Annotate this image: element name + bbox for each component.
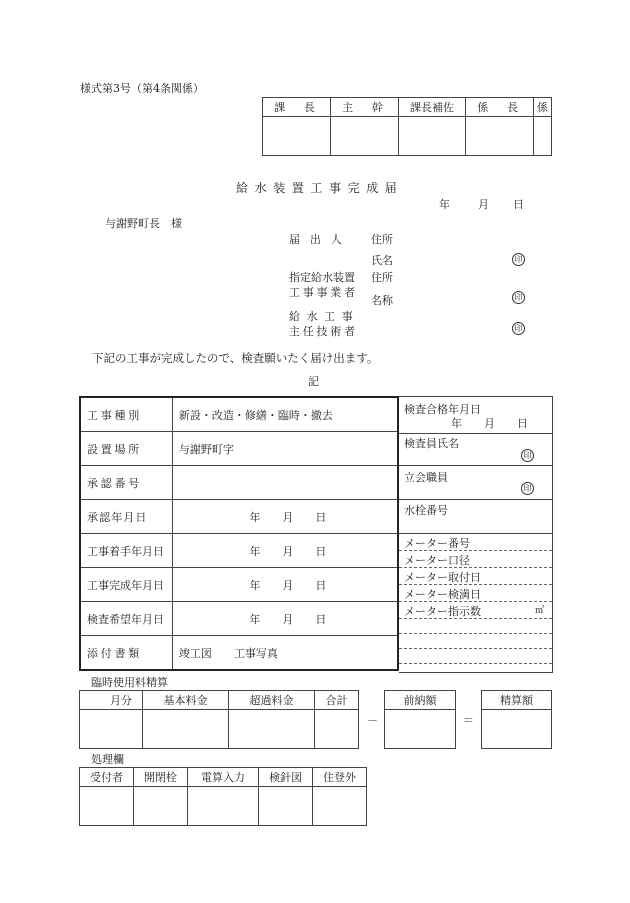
- usage-header: 月分: [80, 691, 143, 710]
- approval-table: [262, 97, 552, 156]
- seal-icon: 印: [512, 291, 525, 304]
- approval-header: 係: [534, 98, 552, 117]
- inspection-request-date-value[interactable]: 年 月 日: [172, 602, 398, 636]
- prepaid-table: [384, 690, 456, 749]
- statement: 下記の工事が完成したので、検査願いたく届け出ます。: [92, 351, 379, 365]
- settlement-header: 精算額: [482, 691, 552, 710]
- blank-row[interactable]: [399, 649, 552, 664]
- work-type-value[interactable]: 新設・改造・修繕・臨時・撤去: [172, 397, 398, 432]
- blank-row[interactable]: [399, 619, 552, 634]
- temp-usage-title: 臨時使用料精算: [91, 676, 168, 689]
- equals-sign: ＝: [463, 714, 474, 727]
- seal-icon: 印: [512, 322, 525, 335]
- row-label: 工事種別: [80, 397, 172, 432]
- approval-stamp-box[interactable]: [398, 117, 465, 156]
- form-number: 様式第3号（第4条関係）: [80, 82, 204, 95]
- contractor-address-label: 住所: [371, 271, 393, 284]
- seal-icon: 印: [512, 253, 525, 266]
- row-label: 承認年月日: [80, 500, 172, 534]
- pass-date-cell[interactable]: [399, 397, 552, 434]
- date-year: 年: [439, 198, 450, 211]
- approval-number-value[interactable]: [172, 466, 398, 500]
- usage-input[interactable]: [315, 710, 359, 749]
- work-details-table: [79, 396, 399, 671]
- pass-date-label: 検査合格年月日: [404, 403, 481, 416]
- meter-reading-label: メーター指示数: [404, 605, 481, 618]
- engineer-label: 給水工事: [289, 310, 360, 323]
- row-label: 設置場所: [80, 432, 172, 466]
- row-label: 検査希望年月日: [80, 602, 172, 636]
- processing-header: 開閉栓: [133, 768, 187, 787]
- seal-icon: 印: [521, 449, 534, 462]
- hydrant-cell[interactable]: [399, 500, 552, 534]
- usage-header: 基本料金: [143, 691, 229, 710]
- processing-header: 受付者: [80, 768, 134, 787]
- approval-stamp-box[interactable]: [534, 117, 552, 156]
- inspection-column: [399, 396, 553, 673]
- approval-stamp-box[interactable]: [263, 117, 331, 156]
- processing-header: 電算入力: [187, 768, 258, 787]
- seal-icon: 印: [521, 482, 534, 495]
- approval-header: 課 長: [263, 98, 331, 117]
- date-day: 日: [513, 198, 524, 211]
- meter-expiry-label: メーター検満日: [404, 588, 481, 601]
- contractor-name-label: 名称: [371, 294, 393, 307]
- approval-date-value[interactable]: 年 月 日: [172, 500, 398, 534]
- row-label: 承認番号: [80, 466, 172, 500]
- processing-header: 検針図: [259, 768, 313, 787]
- record-label: 記: [308, 375, 319, 388]
- unit-label: ㎥: [535, 606, 545, 616]
- processing-header: 住登外: [313, 768, 367, 787]
- location-value[interactable]: 与謝野町字: [172, 432, 398, 466]
- usage-input[interactable]: [229, 710, 315, 749]
- prepaid-header: 前納額: [385, 691, 456, 710]
- witness-label: 立会職員: [404, 471, 448, 484]
- minus-sign: －: [367, 714, 378, 727]
- table-row: [80, 466, 398, 500]
- designated-contractor-label-2: 工事事業者: [289, 286, 358, 299]
- designated-contractor-label: 指定給水装置: [289, 271, 355, 284]
- settlement-table: [481, 690, 552, 749]
- approval-header: 主 幹: [330, 98, 398, 117]
- processing-input[interactable]: [187, 787, 258, 826]
- meter-caliber-label: メーター口径: [404, 554, 470, 567]
- meter-number-cell[interactable]: [399, 534, 552, 551]
- date-month: 月: [478, 198, 489, 211]
- approval-stamp-box[interactable]: [466, 117, 534, 156]
- meter-install-label: メーター取付日: [404, 571, 481, 584]
- meter-expiry-cell[interactable]: [399, 585, 552, 602]
- settlement-input[interactable]: [482, 710, 552, 749]
- table-row: [80, 432, 398, 466]
- approval-stamp-box[interactable]: [330, 117, 398, 156]
- name-label: 氏名: [371, 254, 393, 267]
- inspector-cell[interactable]: [399, 433, 552, 466]
- meter-caliber-cell[interactable]: [399, 551, 552, 568]
- processing-table: [79, 767, 367, 826]
- address-label: 住所: [371, 233, 393, 246]
- pass-date-ymd: 年 月 日: [451, 417, 528, 430]
- usage-header: 合計: [315, 691, 359, 710]
- meter-number-label: メーター番号: [404, 537, 470, 550]
- usage-input[interactable]: [80, 710, 143, 749]
- meter-reading-cell[interactable]: [399, 602, 552, 619]
- blank-row[interactable]: [399, 634, 552, 649]
- table-row: [80, 500, 398, 534]
- prepaid-input[interactable]: [385, 710, 456, 749]
- row-label: 工事着手年月日: [80, 534, 172, 568]
- table-row: [80, 636, 398, 671]
- processing-title: 処理欄: [91, 753, 124, 766]
- processing-input[interactable]: [259, 787, 313, 826]
- meter-install-cell[interactable]: [399, 568, 552, 585]
- table-row: [80, 602, 398, 636]
- start-date-value[interactable]: 年 月 日: [172, 534, 398, 568]
- attachments-value[interactable]: 竣工図 工事写真: [172, 636, 398, 671]
- row-label: 工事完成年月日: [80, 568, 172, 602]
- temp-usage-table: [79, 690, 359, 749]
- usage-header: 超過料金: [229, 691, 315, 710]
- completion-date-value[interactable]: 年 月 日: [172, 568, 398, 602]
- table-row: [80, 397, 398, 432]
- witness-cell[interactable]: [399, 466, 552, 500]
- table-row: [80, 534, 398, 568]
- table-row: [80, 568, 398, 602]
- usage-input[interactable]: [143, 710, 229, 749]
- inspector-label: 検査員氏名: [404, 437, 459, 450]
- notifier-label: 届出人: [289, 233, 352, 246]
- row-label: 添付書類: [80, 636, 172, 671]
- document-title: 給水装置工事完成届: [236, 181, 404, 195]
- engineer-label-2: 主任技術者: [289, 325, 358, 338]
- hydrant-label: 水栓番号: [404, 504, 448, 517]
- processing-input[interactable]: [313, 787, 367, 826]
- addressee: 与謝野町長 様: [105, 217, 182, 230]
- processing-input[interactable]: [80, 787, 134, 826]
- processing-input[interactable]: [133, 787, 187, 826]
- approval-header: 係 長: [466, 98, 534, 117]
- approval-header: 課長補佐: [398, 98, 465, 117]
